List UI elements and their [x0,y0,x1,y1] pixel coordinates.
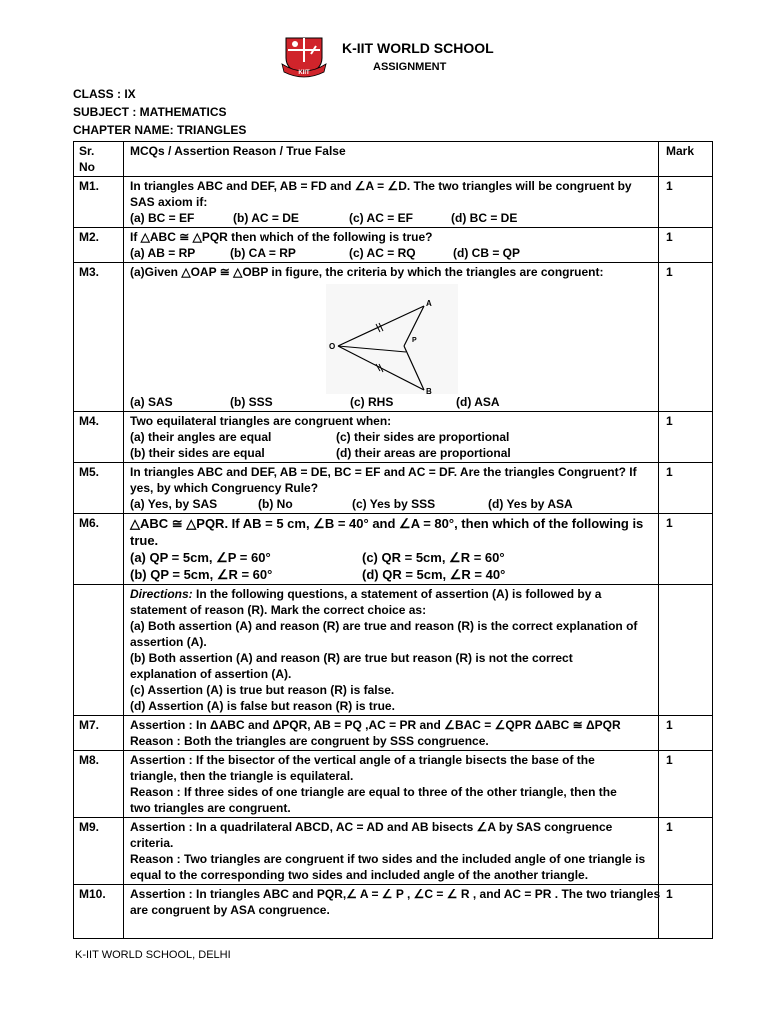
triangle-figure [326,284,458,394]
question-header: MCQs / Assertion Reason / True False [124,142,659,177]
table-row [74,263,713,412]
question-text: △ABC ≅ △PQR. If AB = 5 cm, ∠B = 40° and ∠A = 80°, then which of the following is [130,516,644,531]
option-a: (a) AB = RP [130,246,196,260]
option-d: (d) ASA [456,395,500,409]
reason-text: Reason : Two triangles are congruent if two sides and the included angle of one triangle is [130,852,646,866]
option-a: (a) BC = EF [130,211,195,225]
option-c: (c) QR = 5cm, ∠R = 60° [362,550,505,565]
subject-label: SUBJECT : MATHEMATICS [73,105,227,119]
mark-value: 1 [659,177,713,228]
school-logo [278,34,330,80]
question-number: M2. [74,228,124,263]
question-number: M5. [74,463,124,514]
options-row [130,210,654,226]
label-o: O [329,342,336,351]
question-number: M6. [74,514,124,585]
table-row [74,228,713,263]
sr-header: Sr. [79,144,95,158]
options-row [130,445,654,461]
mark-value: 1 [659,263,713,412]
reason-text: two triangles are congruent. [130,801,291,815]
table-header-row [74,142,713,177]
page-footer: K-IIT WORLD SCHOOL, DELHI [75,949,231,961]
no-header: No [79,160,95,174]
option-d: (d) their areas are proportional [336,446,511,460]
table-row [74,751,713,818]
directions-text: explanation of assertion (A). [130,667,292,681]
option-b: (b) QP = 5cm, ∠R = 60° [130,567,273,582]
school-name: K-IIT WORLD SCHOOL [342,40,494,56]
directions-text: assertion (A). [130,635,207,649]
assertion-text: Assertion : In a quadrilateral ABCD, AC = AD and AB bisects ∠A by SAS congruence [130,820,613,834]
question-text: Two equilateral triangles are congruent when: [130,414,392,428]
options-row [130,245,654,261]
table-row [74,463,713,514]
options-row [130,549,654,566]
assertion-text: Assertion : In ΔABC and ΔPQR, AB = PQ ,AC = PR and ∠BAC = ∠QPR ΔABC ≅ ΔPQR [130,718,621,732]
label-p: P [412,337,417,344]
option-d: (d) QR = 5cm, ∠R = 40° [362,567,506,582]
chapter-label: CHAPTER NAME: TRIANGLES [73,123,247,137]
logo-text: KIIT [298,70,310,76]
question-text: SAS axiom if: [130,195,208,209]
question-number: M3. [74,263,124,412]
reason-text: Reason : If three sides of one triangle are equal to three of the other triangle, then the [130,785,617,799]
question-text: In triangles ABC and DEF, AB = DE, BC = EF and AC = DF. Are the triangles Congruent? If [130,465,637,479]
options-row [130,496,654,512]
option-a: (a) SAS [130,395,173,409]
reason-text: equal to the corresponding two sides and included angle of the another triangle. [130,868,589,882]
directions-text: (d) Assertion (A) is false but reason (R) is true. [130,699,395,713]
table-row [74,716,713,751]
table-row [74,514,713,585]
option-c: (c) AC = EF [349,211,413,225]
option-b: (b) SSS [230,395,273,409]
directions-text: (c) Assertion (A) is true but reason (R) is false. [130,683,395,697]
question-number: M9. [74,818,124,885]
table-row [74,885,713,939]
options-row [130,394,654,410]
assertion-text: triangle, then the triangle is equilateral. [130,769,354,783]
mark-value: 1 [659,818,713,885]
option-d: (d) Yes by ASA [488,497,573,511]
option-b: (b) CA = RP [230,246,296,260]
question-table [73,141,713,939]
options-row [130,566,654,583]
option-b: (b) their sides are equal [130,446,265,460]
question-number: M4. [74,412,124,463]
mark-header: Mark [659,142,713,177]
mark-value: 1 [659,228,713,263]
assertion-text: are congruent by ASA congruence. [130,903,330,917]
option-c: (c) their sides are proportional [336,430,510,444]
assertion-text: criteria. [130,836,174,850]
directions-text: (a) Both assertion (A) and reason (R) are true and reason (R) is the correct explanation of [130,619,638,633]
options-row [130,429,654,445]
reason-text: Reason : Both the triangles are congruent by SSS congruence. [130,734,489,748]
mark-value: 1 [659,885,713,939]
option-b: (b) AC = DE [233,211,299,225]
table-row [74,818,713,885]
question-text: In triangles ABC and DEF, AB = FD and ∠A = ∠D. The two triangles will be congruent by [130,179,632,193]
document-type: ASSIGNMENT [373,61,447,73]
directions-text: (b) Both assertion (A) and reason (R) are true but reason (R) is not the correct [130,651,573,665]
document-header [0,30,768,80]
mark-value: 1 [659,716,713,751]
question-number: M10. [74,885,124,939]
directions-row [74,585,713,716]
question-text: true. [130,533,159,548]
option-c: (c) AC = RQ [349,246,416,260]
option-a: (a) their angles are equal [130,430,272,444]
option-d: (d) CB = QP [453,246,521,260]
option-a: (a) Yes, by SAS [130,497,218,511]
question-number: M7. [74,716,124,751]
assertion-text: Assertion : If the bisector of the vertical angle of a triangle bisects the base of the [130,753,595,767]
option-c: (c) Yes by SSS [352,497,436,511]
question-text: yes, by which Congruency Rule? [130,481,319,495]
option-c: (c) RHS [350,395,394,409]
label-a: A [426,299,432,308]
mark-value: 1 [659,514,713,585]
option-b: (b) No [258,497,293,511]
directions-text: statement of reason (R). Mark the correct choice as: [130,603,427,617]
option-d: (d) BC = DE [451,211,518,225]
label-b: B [426,387,432,394]
class-label: CLASS : IX [73,87,136,101]
question-text: (a)Given △OAP ≅ △OBP in figure, the criteria by which the triangles are congruent: [130,265,604,279]
question-number: M1. [74,177,124,228]
mark-value: 1 [659,751,713,818]
directions-text: In the following questions, a statement of assertion (A) is followed by a [192,587,602,601]
mark-value: 1 [659,463,713,514]
mark-value: 1 [659,412,713,463]
directions-label: Directions: [130,587,193,601]
table-row [74,412,713,463]
question-text: If △ABC ≅ △PQR then which of the following is true? [130,230,433,244]
option-a: (a) QP = 5cm, ∠P = 60° [130,550,271,565]
assertion-text: Assertion : In triangles ABC and PQR,∠ A = ∠ P , ∠C = ∠ R , and AC = PR . The two triangles [130,887,661,901]
table-row [74,177,713,228]
question-number: M8. [74,751,124,818]
